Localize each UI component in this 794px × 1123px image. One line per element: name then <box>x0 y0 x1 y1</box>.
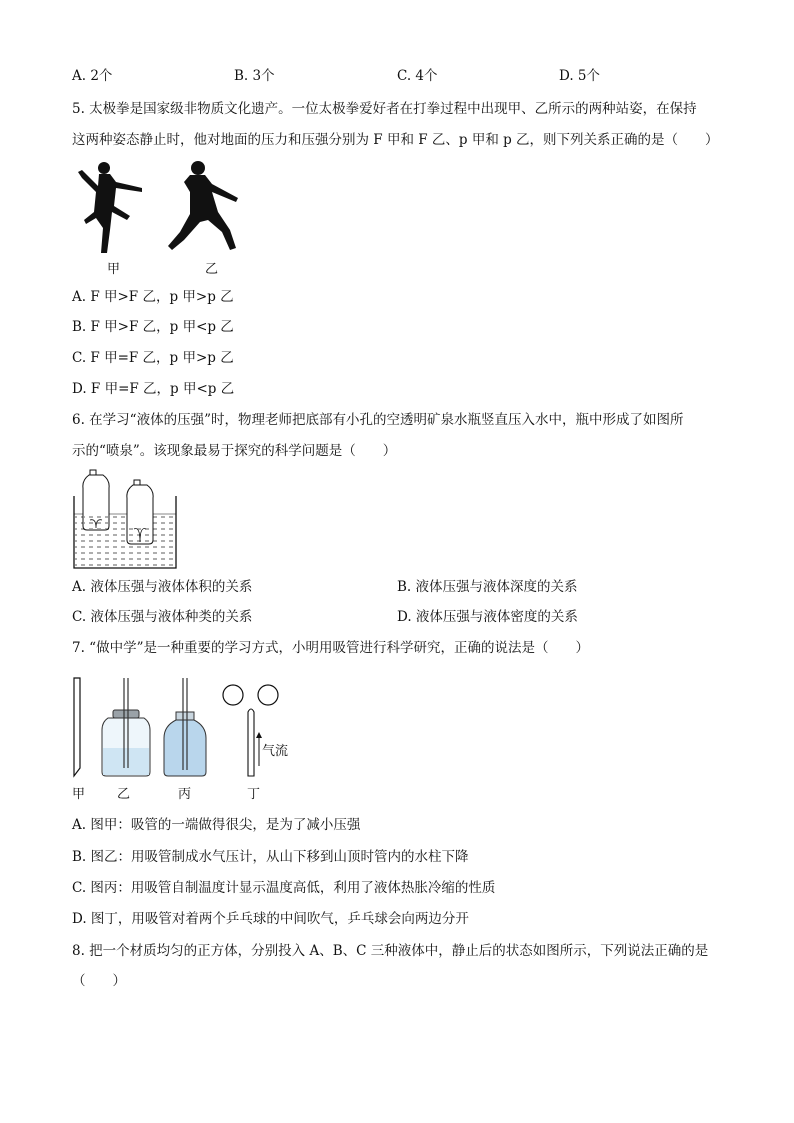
taiji-poses-illustration <box>72 158 252 254</box>
ping-pong-ball-right <box>258 685 278 705</box>
q8-stem-line1: 8. 把一个材质均匀的正方体，分别投入 A、B、C 三种液体中，静止后的状态如图所示，下列说法正确的是 <box>72 943 709 959</box>
q5-option-d: D. F 甲=F 乙，p 甲<p 乙 <box>72 381 235 397</box>
q5-option-a: A. F 甲>F 乙，p 甲>p 乙 <box>72 289 234 305</box>
q4-option-c: C. 4个 <box>397 68 438 84</box>
q7-fig-label-yi: 乙 <box>117 787 131 802</box>
airflow-label: 气流 <box>262 744 289 759</box>
q7-option-d: D. 图丁，用吸管对着两个乒乓球的中间吹气，乒乓球会向两边分开 <box>72 911 469 927</box>
pointed-straw <box>74 678 80 776</box>
q7-option-a: A. 图甲：吸管的一端做得很尖，是为了减小压强 <box>72 817 361 833</box>
blowing-straw <box>248 709 254 776</box>
q4-option-b: B. 3个 <box>234 68 275 84</box>
q6-option-c: C. 液体压强与液体种类的关系 <box>72 609 253 625</box>
q6-stem-line2: 示的“喷泉”。该现象最易于探究的科学问题是（ ） <box>72 443 397 459</box>
q5-option-b: B. F 甲>F 乙，p 甲<p 乙 <box>72 319 234 335</box>
q7-fig-label-bing: 丙 <box>178 787 192 802</box>
straw-experiments-illustration <box>68 672 298 780</box>
q5-stem-line1: 5. 太极拳是国家级非物质文化遗产。一位太极拳爱好者在打拳过程中出现甲、乙所示的两种站姿，在保持 <box>72 101 697 117</box>
ping-pong-ball-left <box>223 685 243 705</box>
q6-option-a: A. 液体压强与液体体积的关系 <box>72 579 253 595</box>
q5-option-c: C. F 甲=F 乙，p 甲>p 乙 <box>72 350 234 366</box>
q6-option-d: D. 液体压强与液体密度的关系 <box>397 609 578 625</box>
q4-option-d: D. 5个 <box>559 68 601 84</box>
q5-fig-label-jia: 甲 <box>107 262 121 277</box>
q6-figure <box>72 466 178 570</box>
q7-option-c: C. 图丙：用吸管自制温度计显示温度高低，利用了液体热胀冷缩的性质 <box>72 880 496 896</box>
q8-stem-line2: （ ） <box>72 973 126 989</box>
q7-figure <box>68 672 298 780</box>
q7-option-b: B. 图乙：用吸管制成水气压计，从山下移到山顶时管内的水柱下降 <box>72 849 469 865</box>
pose-yi-silhouette <box>168 161 238 250</box>
q7-stem: 7. “做中学”是一种重要的学习方式，小明用吸管进行科学研究，正确的说法是（ ） <box>72 640 589 656</box>
q6-option-b: B. 液体压强与液体深度的关系 <box>397 579 578 595</box>
q7-fig-label-jia: 甲 <box>72 787 86 802</box>
water-barometer-jar <box>102 678 150 776</box>
q7-fig-label-ding: 丁 <box>247 787 261 802</box>
q5-stem-line2: 这两种姿态静止时，他对地面的压力和压强分别为 F 甲和 F 乙、p 甲和 p 乙，则下列关系正确的是（ ） <box>72 132 719 148</box>
fountain-bottle-illustration <box>72 466 178 570</box>
pose-jia-silhouette <box>78 162 142 253</box>
thermometer-bottle <box>164 678 206 776</box>
q6-stem-line1: 6. 在学习“液体的压强”时，物理老师把底部有小孔的空透明矿泉水瓶竖直压入水中，瓶中形成了如图所 <box>72 412 684 428</box>
q4-option-a: A. 2个 <box>72 68 113 84</box>
q5-figure <box>72 158 252 254</box>
q5-fig-label-yi: 乙 <box>205 262 219 277</box>
